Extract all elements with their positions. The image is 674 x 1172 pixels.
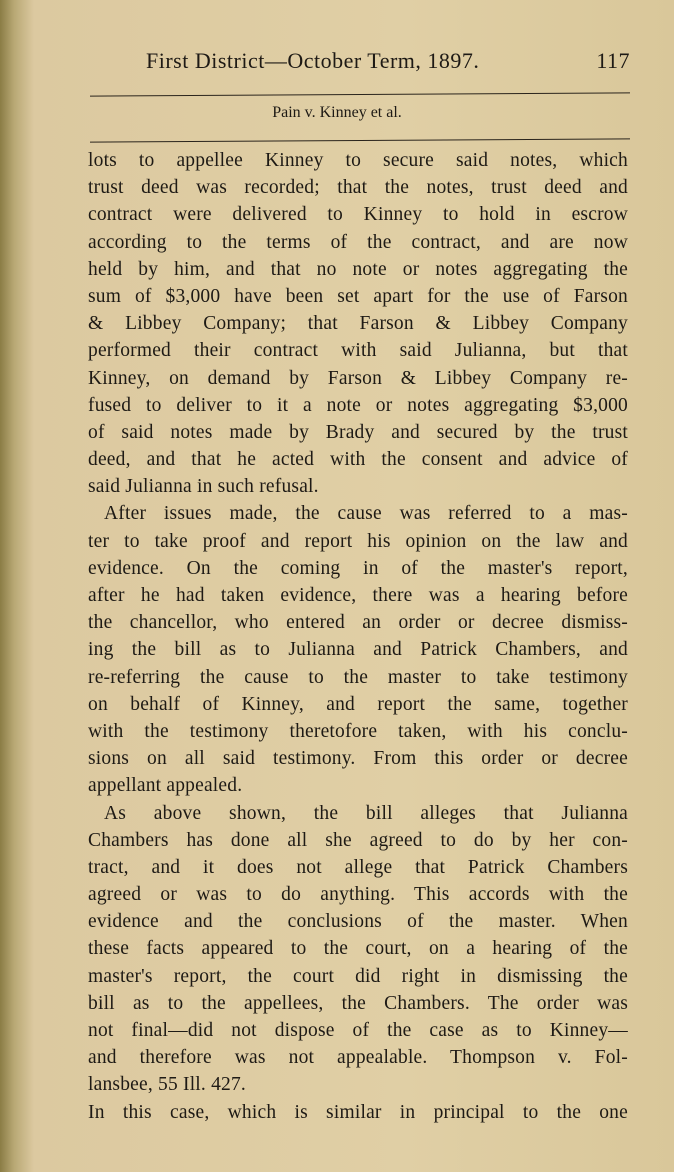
- text-line: evidence and the conclusions of the master. When: [88, 911, 628, 933]
- text-line: agreed or was to do anything. This accords with the: [88, 884, 628, 906]
- text-line: ter to take proof and report his opinion on the law and: [88, 530, 628, 552]
- text-line: ing the bill as to Julianna and Patrick Chambers, and: [88, 639, 628, 661]
- text-line: Kinney, on demand by Farson & Libbey Company re-: [88, 367, 628, 389]
- text-line: In this case, which is similar in principal to the one: [88, 1101, 628, 1123]
- header-rule: [90, 92, 630, 96]
- text-line: evidence. On the coming in of the master's report,: [88, 557, 628, 579]
- text-line: After issues made, the cause was referred to a mas-: [104, 503, 628, 525]
- text-line: the chancellor, who entered an order or decree dismiss-: [88, 612, 628, 634]
- text-line: As above shown, the bill alleges that Julianna: [104, 802, 628, 824]
- text-line: deed, and that he acted with the consent and advice of: [88, 449, 628, 471]
- text-line: Chambers has done all she agreed to do by her con-: [88, 829, 628, 851]
- text-line: sum of $3,000 have been set apart for the use of Farson: [88, 285, 628, 307]
- body-text: [88, 147, 628, 1126]
- running-header: [146, 48, 630, 74]
- text-line: tract, and it does not allege that Patrick Chambers: [88, 856, 628, 878]
- text-line: on behalf of Kinney, and report the same, together: [88, 693, 628, 715]
- text-line: performed their contract with said Julianna, but that: [88, 340, 628, 362]
- text-line: said Julianna in such refusal.: [88, 476, 319, 498]
- text-line: contract were delivered to Kinney to hold in escrow: [88, 204, 628, 226]
- text-line: these facts appeared to the court, on a hearing of the: [88, 938, 628, 960]
- text-line: bill as to the appellees, the Chambers. The order was: [88, 992, 628, 1014]
- text-line: with the testimony theretofore taken, with his conclu-: [88, 720, 628, 742]
- text-line: of said notes made by Brady and secured by the trust: [88, 421, 628, 443]
- text-line: fused to deliver to it a note or notes aggregating $3,000: [88, 394, 628, 416]
- text-line: re-referring the cause to the master to take testimony: [88, 666, 628, 688]
- text-line: not final—did not dispose of the case as to Kinney—: [88, 1020, 628, 1041]
- page-number: 117: [596, 48, 630, 73]
- text-line: appellant appealed.: [88, 775, 243, 797]
- text-line: & Libbey Company; that Farson & Libbey Company: [88, 313, 628, 335]
- text-line: lots to appellee Kinney to secure said notes, which: [88, 150, 628, 171]
- text-line: lansbee, 55 Ill. 427.: [88, 1074, 247, 1096]
- text-line: sions on all said testimony. From this order or decree: [88, 748, 628, 770]
- text-line: and therefore was not appealable. Thompson v. Fol-: [88, 1047, 628, 1069]
- running-title: First District—October Term, 1897.: [146, 48, 480, 73]
- text-line: trust deed was recorded; that the notes, trust deed and: [88, 177, 628, 199]
- text-line: after he had taken evidence, there was a hearing before: [88, 585, 628, 606]
- text-line: according to the terms of the contract, and are now: [88, 231, 628, 253]
- text-line: held by him, and that no note or notes aggregating the: [88, 258, 628, 280]
- text-line: master's report, the court did right in dismissing the: [88, 965, 628, 987]
- case-name: Pain v. Kinney et al.: [272, 104, 402, 121]
- case-rule: [90, 138, 630, 142]
